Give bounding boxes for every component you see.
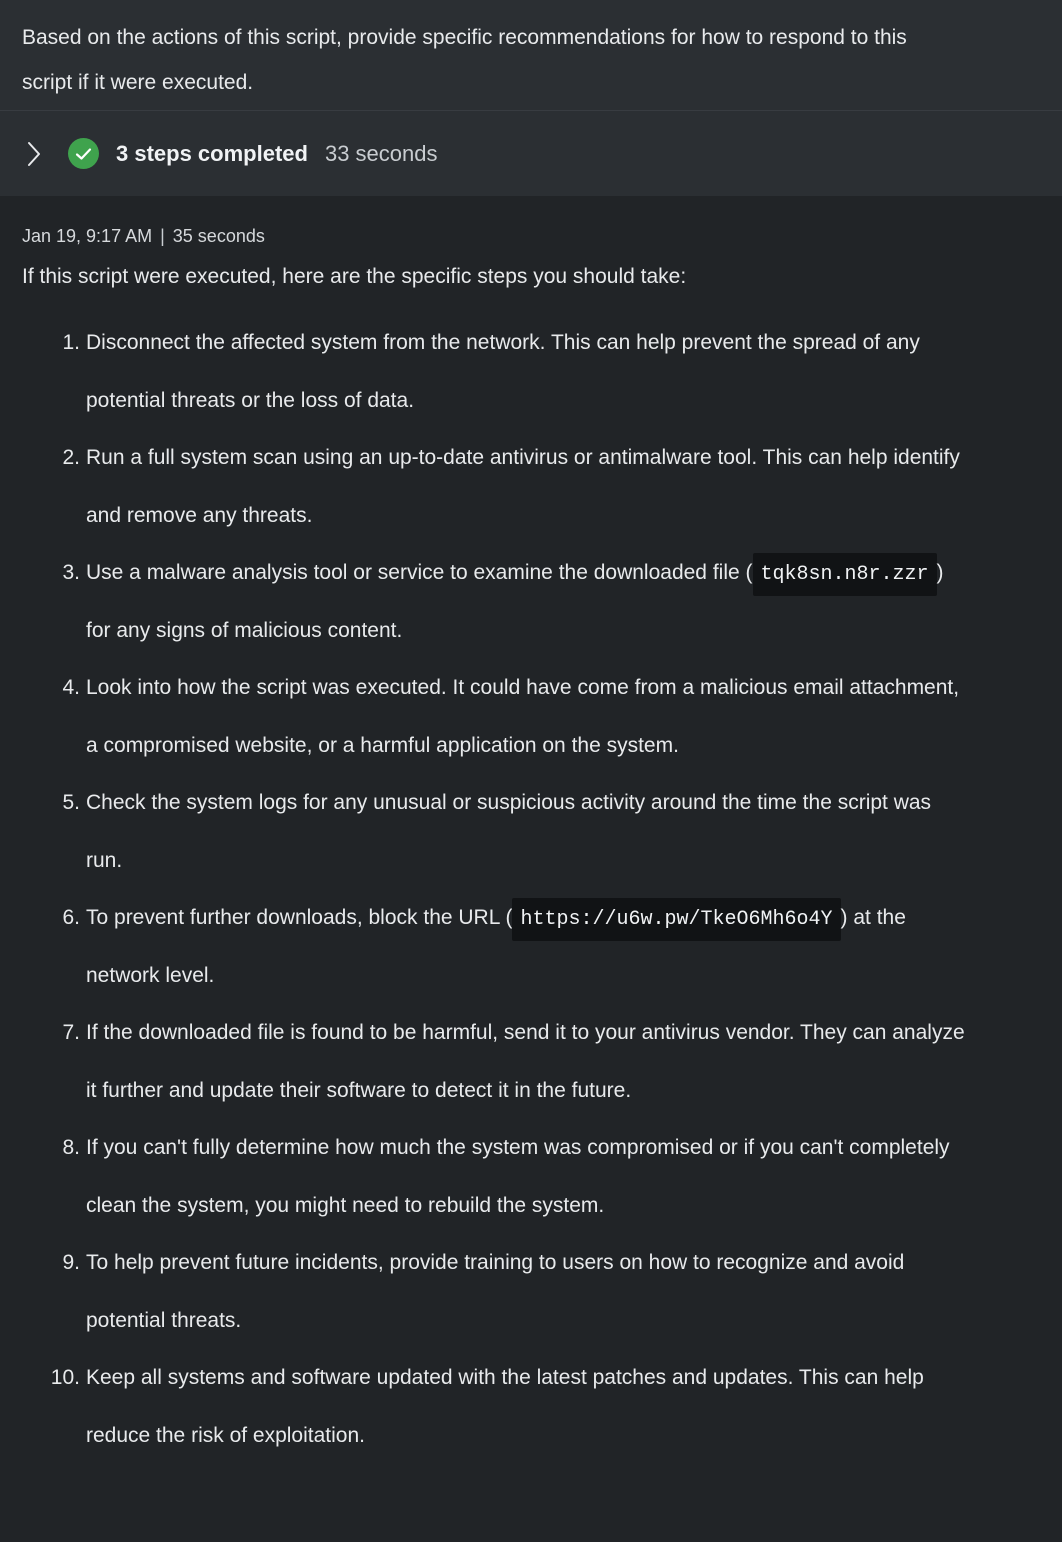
response-intro: If this script were executed, here are the specific steps you should take: — [22, 265, 687, 288]
steps-duration: 33 seconds — [324, 140, 438, 166]
item-line: To help prevent future incidents, provide training to users on how to recognize and avoid — [86, 1251, 905, 1274]
item-number: 8. — [62, 1136, 80, 1159]
meta-separator: | — [160, 226, 165, 246]
item-text: Use a malware analysis tool or service to examine the downloaded file ( — [86, 561, 753, 584]
item-number: 1. — [62, 331, 80, 354]
item-line: reduce the risk of exploitation. — [86, 1423, 365, 1447]
list-item — [0, 314, 1062, 429]
item-line: Run a full system scan using an up-to-date antivirus or antimalware tool. This can help identify — [86, 446, 960, 469]
item-text: ) at the — [840, 906, 906, 929]
check-circle-icon — [68, 138, 99, 169]
item-number: 4. — [62, 676, 80, 699]
item-number: 5. — [62, 791, 80, 814]
prompt-line-2: script if it were executed. — [22, 71, 254, 94]
recommendations-list — [0, 314, 1062, 1464]
item-line: If you can't fully determine how much the system was compromised or if you can't completely — [86, 1136, 950, 1159]
item-text: ) — [936, 561, 944, 584]
item-line: potential threats or the loss of data. — [86, 388, 415, 412]
prompt-line-1: Based on the actions of this script, provide specific recommendations for how to respond to this — [22, 26, 907, 49]
steps-summary-bar[interactable] — [0, 110, 1062, 196]
item-number: 10. — [50, 1366, 80, 1389]
item-line: and remove any threats. — [86, 503, 313, 527]
item-line: run. — [86, 848, 123, 872]
item-text: To prevent further downloads, block the URL ( — [86, 906, 513, 929]
item-line: a compromised website, or a harmful application on the system. — [86, 733, 679, 757]
item-line: clean the system, you might need to rebuild the system. — [86, 1193, 605, 1217]
item-line: If the downloaded file is found to be harmful, send it to your antivirus vendor. They can analyze — [86, 1021, 965, 1044]
list-item — [0, 1119, 1062, 1234]
response-timestamp: Jan 19, 9:17 AM — [22, 226, 153, 246]
item-line: network level. — [86, 963, 215, 987]
list-item — [0, 774, 1062, 889]
url-code: https://u6w.pw/TkeO6Mh6o4Y — [512, 898, 840, 941]
item-line: Keep all systems and software updated with the latest patches and updates. This can help — [86, 1366, 924, 1389]
list-item — [0, 889, 1062, 1004]
file-name-code: tqk8sn.n8r.zzr — [753, 553, 937, 596]
item-line: Look into how the script was executed. It could have come from a malicious email attachment, — [86, 676, 960, 699]
item-number: 9. — [62, 1251, 80, 1274]
steps-title: 3 steps completed — [116, 140, 308, 166]
list-item — [0, 429, 1062, 544]
item-number: 2. — [62, 446, 80, 469]
item-number: 7. — [62, 1021, 80, 1044]
list-item — [0, 1349, 1062, 1464]
list-item — [0, 1234, 1062, 1349]
response-meta — [0, 196, 1062, 250]
item-line: potential threats. — [86, 1308, 242, 1332]
user-prompt — [0, 0, 1062, 111]
item-line — [86, 889, 1062, 947]
item-line — [86, 544, 1062, 602]
item-number: 6. — [62, 906, 80, 929]
item-number: 3. — [62, 561, 80, 584]
list-item — [0, 544, 1062, 659]
list-item — [0, 1004, 1062, 1119]
item-line: Disconnect the affected system from the network. This can help prevent the spread of any — [86, 331, 920, 354]
item-line: Check the system logs for any unusual or suspicious activity around the time the script was — [86, 791, 932, 814]
chevron-right-icon[interactable] — [24, 140, 44, 168]
response-duration: 35 seconds — [172, 226, 265, 246]
item-line: for any signs of malicious content. — [86, 618, 403, 642]
list-item — [0, 659, 1062, 774]
item-line: it further and update their software to detect it in the future. — [86, 1078, 632, 1102]
